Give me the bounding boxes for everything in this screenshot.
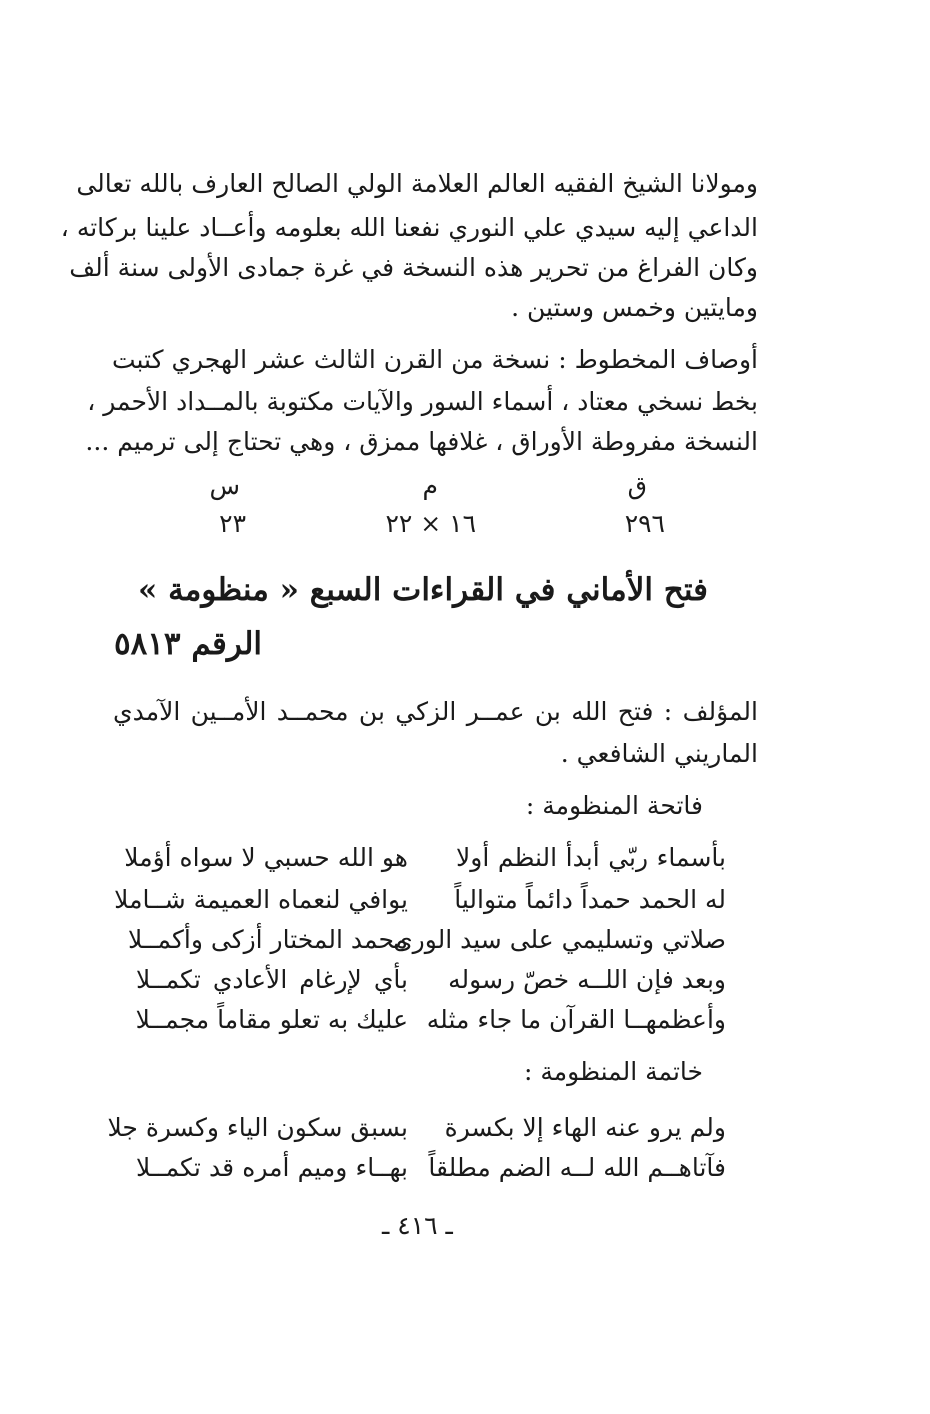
- opening-verse-4-first: وبعد فإن اللــه خصّ رسوله: [448, 965, 726, 994]
- stat-value-size: ١٦ × ٢٢: [385, 509, 476, 538]
- opening-verse-1-second: هو الله حسبي لا سواه أؤملا: [124, 843, 408, 872]
- intro-line-3: وكان الفراغ من تحرير هذه النسخة في غرة جمادى الأولى سنة ألف: [69, 253, 758, 282]
- opening-verse-5-second: عليك به تعلو مقاماً مجمــلا: [135, 1005, 408, 1034]
- opening-verse-1-first: بأسماء ربّي أبدأ النظم أولا: [456, 843, 726, 872]
- stat-header-lines: س: [209, 471, 240, 500]
- page-number: ـ ٤١٦ ـ: [382, 1211, 453, 1240]
- opening-verse-2-first: له الحمد حمداً دائماً متوالياً: [454, 885, 726, 914]
- closing-verse-1-second: بسبق سكون الياء وكسرة جلا: [107, 1113, 408, 1142]
- author-line-2: الماريني الشافعي .: [560, 739, 758, 768]
- opening-verse-2-second: يوافي لنعماه العميمة شــاملا: [114, 885, 408, 914]
- closing-verse-2-first: فآتاهــم الله لــه الضم مطلقاً: [428, 1153, 726, 1182]
- description-line-1: أوصاف المخطوط : نسخة من القرن الثالث عشر الهجري كتبت: [111, 345, 758, 374]
- opening-verse-3-first: صلاتي وتسليمي على سيد الورى: [393, 925, 726, 954]
- opening-verse-4-second: بأي لإرغام الأعادي تكمــلا: [136, 965, 408, 994]
- opening-verse-5-first: وأعظمهــا القرآن ما جاء مثله: [426, 1005, 726, 1034]
- stat-header-pages: ق: [627, 471, 647, 500]
- stat-value-pages: ٢٩٦: [624, 509, 665, 538]
- closing-verse-2-second: بهــاء وميم أمره قد تكمــلا: [136, 1153, 408, 1182]
- opening-verse-3-second: محمد المختار أزكى وأكمــلا: [127, 925, 408, 954]
- author-line-1: المؤلف : فتح الله بن عمــر الزكي بن محمــد الأمــين الآمدي: [113, 697, 758, 726]
- entry-title: فتح الأماني في القراءات السبع « منظومة »: [138, 572, 708, 608]
- closing-verse-1-first: ولم يرو عنه الهاء إلا بكسرة: [444, 1113, 726, 1142]
- stat-value-lines: ٢٣: [219, 509, 246, 538]
- intro-line-2: الداعي إليه سيدي علي النوري نفعنا الله بعلومه وأعــاد علينا بركاته ،: [60, 213, 758, 242]
- description-line-2: بخط نسخي معتاد ، أسماء السور والآيات مكتوبة بالمــداد الأحمر ،: [87, 387, 758, 416]
- intro-line-1: ومولانا الشيخ الفقيه العالم العلامة الولي الصالح العارف بالله تعالى: [76, 169, 758, 198]
- intro-line-4: ومايتين وخمس وستين .: [511, 293, 758, 322]
- stat-header-size: م: [422, 471, 438, 500]
- closing-label: خاتمة المنظومة :: [524, 1057, 703, 1086]
- description-line-3: النسخة مفروطة الأوراق ، غلافها ممزق ، وهي تحتاج إلى ترميم ...: [85, 427, 758, 456]
- entry-number: الرقم ٥٨١٣: [113, 626, 262, 662]
- opening-label: فاتحة المنظومة :: [525, 791, 703, 820]
